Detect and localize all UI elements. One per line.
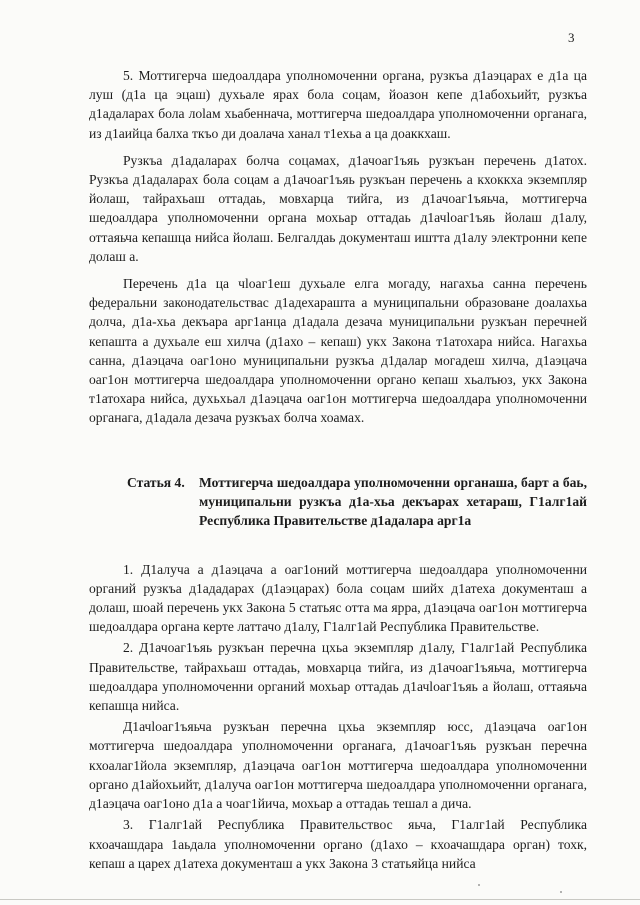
scan-speck (478, 884, 480, 886)
page-number: 3 (568, 30, 575, 45)
article-heading (89, 473, 587, 530)
paragraph-decision-list: Рузкъа д1адаларах болча соцамах, д1ачоаг1ъяь рузкъан перечень д1атох. Рузкъа д1адаларах бола соцам а д1ачоаг1ъяь рузкъан перечень а кхоккха экземпляр йолаш, тайрахьаш оттадаь, мовхарца тийга, из д1ачоаг1ъяьча, моттигерча шедоалдара уполномоченни органа мохьар оттадаь д1ачlоаг1ъяь йолаш д1алу, оттаяьча кепашца нийса йолаш. Белгалдаь документаш иштта д1алу электронни кепе долаш а. (89, 152, 587, 264)
scan-speck (560, 891, 562, 893)
article-label: Статья 4. (127, 474, 185, 490)
paragraph-article-4-2: 2. Д1ачоаг1ъяь рузкъан перечна цхьа экземпляр д1алу, Г1алг1ай Республика Правительстве, тайрахьаш оттадаь, мовхарца тийга, из д1ачоаг1ъяьча, моттигерча шедоалдара уполномоченни органий мохьар оттадаь д1ачlоаг1ъяь а йолаш, оттаяьча кепашца нийса. (89, 640, 587, 714)
paragraph-article-4-2-continued: Д1ачlоаг1ъяьча рузкъан перечна цхьа экземпляр юсс, д1аэцача оаг1он моттигерча шедоалдара уполномоченни органага, д1ачоаг1ъяь рузкъан перечна кхоалаг1йола экземпляр, д1аэцача оаг1он моттигерча шедоалдара уполномоченни органо д1айохьийт, д1алуча оаг1он моттигерча шедоалдара уполномоченни органага, д1аэцача оаг1оно д1а а чоаг1йича, мохьар а оттадаь тешал а дича. (89, 719, 587, 812)
paragraph-list-appeal: Перечень д1а ца чlоаг1еш духьале елга могаду, нагахьа санна перечень федеральни законодательствас д1адехараштa а муниципальни образоване доалахьа долча, д1а-хьа декъара арг1анца д1адала дезача муниципальни рузкъан перечней кепашта а духьале еш хилча (д1ахо – кепаш) укх Закона т1атохара нийса. Нагахьа санна, д1аэцача оаг1оно муниципальни рузкъа д1далар могадеш хилча, д1аэцача оаг1он моттигерча шедоалдара уполномоченни органо кепаш хьалъюз, укх Закона т1атохара нийса, духьхьал д1аэцача оаг1он моттигерча шедоалдара уполномоченни органага, д1адала дезача рузкъах болча хоамах. (89, 276, 587, 426)
paragraph-5: 5. Моттигерча шедоалдара уполномоченни органа, рузкъа д1аэцарах е д1а ца луш (д1а ца эцаш) духьале ярах бола соцам, йоазон кепе д1абохьийт, рузкъа д1адаларах бола лоlам хьабеннача, моттигерча шедоалдара уполномоченни органага, из д1аийца балха ткъо ди доалача ханал т1ехьа а ца доаккхаш. (89, 68, 587, 141)
paragraph-article-4-1: 1. Д1алуча а д1аэцача а оаг1оний моттигерча шедоалдара уполномоченни органий рузкъа д1ададарах (д1аэцарах) бола соцам шийх д1атеха документаш а долаш, шоай перечень укх Закона 5 статьяс отта ма ярра, д1аэцача оаг1он моттигерча шедоалдара органа керте латтачо д1алу, Г1алг1ай Республика Правительстве. (89, 561, 587, 635)
document-body (89, 66, 587, 873)
page-bottom-edge (0, 899, 640, 900)
article-title: Моттигерча шедоалдара уполномоченни органаша, барт а баь, муниципальни рузкъа д1а-хьа декъарах хетараш, Г1алг1ай Республика Правительстве д1адалара арг1а (199, 474, 587, 528)
paragraph-article-4-3: 3. Г1алг1ай Республика Правительствос яьча, Г1алг1ай Республика кхоачашдара 1аьдала уполномоченни органо (д1ахо – кхоачашдара орган) тохк, кепаш а царех д1атеха документаш а укх Закона 3 статьяйца нийса (89, 817, 587, 871)
